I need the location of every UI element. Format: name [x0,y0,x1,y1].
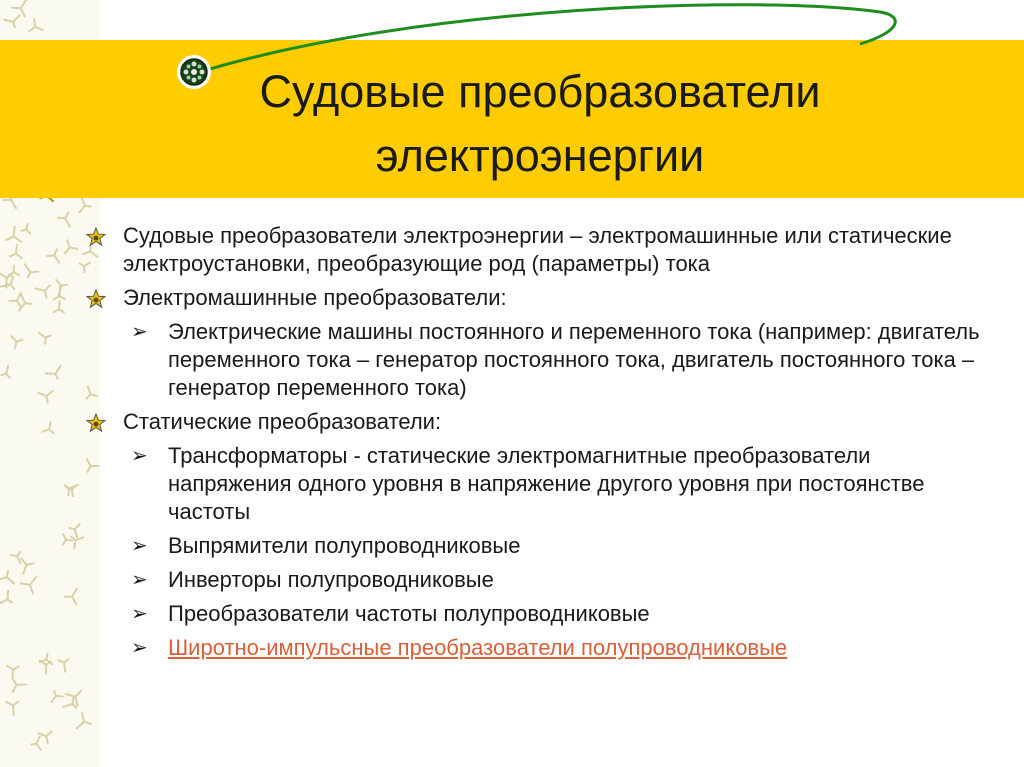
list-item-text: Электрические машины постоянного и переменного тока (например: двигатель переменного тока – генератор постоянного тока, двигатель постоянного тока – генератор переменного тока) [168,319,980,400]
pattern-glyph [21,224,30,234]
pattern-glyph [80,198,91,213]
pattern-glyph [63,697,76,708]
yellow-star-bullet-icon [85,413,107,433]
pattern-glyph [63,534,72,545]
pattern-glyph [1,277,15,289]
pattern-glyph [29,19,43,31]
pattern-glyph [21,577,36,594]
pattern-glyph [19,295,31,311]
list-item-text: Преобразователи частоты полупроводниковые [168,601,650,626]
arrowhead-bullet-icon: ➢ [131,321,148,343]
bullet-list [85,222,985,668]
pattern-glyph [6,702,18,715]
pattern-glyph [25,264,39,277]
arrowhead-bullet-icon: ➢ [131,445,148,467]
pattern-glyph [4,15,19,27]
yellow-star-bullet-icon [85,289,107,309]
arrowhead-bullet-icon: ➢ [131,535,148,557]
pattern-glyph [69,524,79,538]
list-item-text: Трансформаторы - статические электромагнитные преобразователи напряжения одного уровня в напряжение другого уровня при постоянстве частоты [168,443,925,524]
pattern-glyph [7,666,19,679]
pattern-glyph [9,293,21,307]
sub-list-item [85,532,985,560]
list-item-text: Статические преобразователи: [123,409,442,434]
pattern-glyph [1,366,10,378]
pattern-glyph [0,591,12,603]
pwm-converters-link[interactable]: Широтно-импульсные преобразователи полупроводниковые [168,635,788,660]
pattern-glyph [51,691,62,702]
pattern-glyph [46,366,61,379]
pattern-glyph [54,301,64,312]
pattern-glyph [9,266,19,276]
pattern-glyph [10,245,22,258]
pattern-glyph [31,737,41,751]
arrowhead-bullet-icon: ➢ [131,637,148,659]
arrowhead-bullet-icon: ➢ [131,603,148,625]
pattern-glyph [38,391,53,403]
pattern-glyph [77,713,91,728]
pattern-glyph [21,559,33,574]
list-item-text: Судовые преобразователи электроэнергии – электромашинные или статические электроустановки, преобразующие род (параметры) тока [123,223,952,276]
pattern-glyph [59,659,69,671]
pattern-glyph [11,336,22,348]
pattern-glyph [65,589,77,605]
sub-list-item [85,442,985,526]
pattern-glyph [42,422,53,434]
list-item [85,284,985,312]
pattern-glyph [12,0,26,16]
pattern-glyph [11,552,20,563]
pattern-glyph [13,678,27,692]
pattern-glyph [58,213,70,227]
list-item [85,222,985,278]
sub-list-item [85,566,985,594]
pattern-glyph [47,249,59,262]
list-item-text: Выпрямители полупроводниковые [168,533,521,558]
pattern-glyph [39,333,51,344]
sub-list-item [85,318,985,402]
pattern-glyph [0,570,14,583]
list-item-text: Инверторы полупроводниковые [168,567,494,592]
page-title: Судовые преобразователи электроэнергии [259,66,821,181]
pattern-glyph [65,240,77,253]
pattern-glyph [56,280,67,295]
yellow-star-bullet-icon [85,227,107,247]
pattern-glyph [35,285,50,297]
sub-list-item [85,600,985,628]
pattern-glyph [71,537,83,548]
list-item [85,408,985,436]
pattern-glyph [6,227,21,242]
list-item-text: Электромашинные преобразователи: [123,285,507,310]
sub-list-item [85,634,985,662]
arrowhead-bullet-icon: ➢ [131,569,148,591]
